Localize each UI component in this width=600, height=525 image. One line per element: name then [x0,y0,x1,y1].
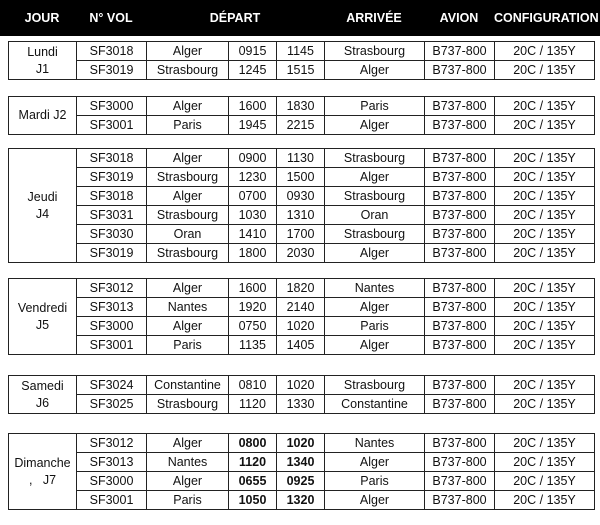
table-row [9,149,595,168]
arrival-time: 1020 [277,317,325,336]
departure-city: Strasbourg [147,206,229,225]
day-group [8,96,595,135]
departure-time: 0900 [229,149,277,168]
aircraft: B737-800 [425,279,495,298]
configuration: 20C / 135Y [495,453,595,472]
arrival-time: 1340 [277,453,325,472]
arrival-city: Alger [325,453,425,472]
aircraft: B737-800 [425,395,495,414]
departure-city: Alger [147,317,229,336]
flight-number: SF3030 [77,225,147,244]
table-row [9,376,595,395]
table-row [9,206,595,225]
table-row [9,472,595,491]
day-number: J4 [35,206,50,221]
table-header [0,0,600,36]
configuration: 20C / 135Y [495,472,595,491]
flight-number: SF3001 [77,336,147,355]
arrival-time: 1145 [277,42,325,61]
flight-number: SF3031 [77,206,147,225]
departure-time: 0810 [229,376,277,395]
table-row [9,97,595,116]
arrival-city: Strasbourg [325,42,425,61]
table-row [9,42,595,61]
day-group [8,375,595,414]
departure-time: 1030 [229,206,277,225]
arrival-time: 0930 [277,187,325,206]
configuration: 20C / 135Y [495,376,595,395]
flight-number: SF3024 [77,376,147,395]
arrival-time: 1310 [277,206,325,225]
flight-number: SF3000 [77,97,147,116]
day-name: Mardi J2 [18,108,67,122]
aircraft: B737-800 [425,168,495,187]
day-cell [9,149,77,263]
arrival-time: 0925 [277,472,325,491]
flight-number: SF3013 [77,453,147,472]
arrival-time: 1405 [277,336,325,355]
col-header-vol: N° VOL [89,11,133,25]
col-header-arrivee: ARRIVÉE [346,11,402,25]
arrival-city: Strasbourg [325,149,425,168]
flight-number: SF3019 [77,61,147,80]
aircraft: B737-800 [425,61,495,80]
arrival-city: Oran [325,206,425,225]
table-row [9,434,595,453]
aircraft: B737-800 [425,298,495,317]
arrival-city: Alger [325,116,425,135]
day-cell [9,97,77,135]
flight-number: SF3012 [77,434,147,453]
aircraft: B737-800 [425,244,495,263]
arrival-time: 1020 [277,434,325,453]
departure-city: Paris [147,491,229,510]
departure-city: Alger [147,97,229,116]
arrival-city: Alger [325,491,425,510]
departure-time: 0750 [229,317,277,336]
departure-time: 1600 [229,97,277,116]
flight-number: SF3018 [77,42,147,61]
aircraft: B737-800 [425,149,495,168]
day-cell [9,42,77,80]
departure-city: Constantine [147,376,229,395]
flight-number: SF3000 [77,317,147,336]
aircraft: B737-800 [425,116,495,135]
departure-time: 1245 [229,61,277,80]
departure-city: Paris [147,336,229,355]
configuration: 20C / 135Y [495,42,595,61]
arrival-time: 2215 [277,116,325,135]
arrival-city: Alger [325,298,425,317]
flight-number: SF3019 [77,244,147,263]
table-row [9,279,595,298]
departure-city: Strasbourg [147,61,229,80]
day-name: Jeudi [27,189,58,204]
configuration: 20C / 135Y [495,317,595,336]
departure-time: 1945 [229,116,277,135]
arrival-city: Nantes [325,434,425,453]
arrival-time: 1820 [277,279,325,298]
arrival-city: Paris [325,317,425,336]
table-row [9,395,595,414]
arrival-time: 1020 [277,376,325,395]
arrival-city: Constantine [325,395,425,414]
departure-time: 1230 [229,168,277,187]
aircraft: B737-800 [425,453,495,472]
table-row [9,168,595,187]
configuration: 20C / 135Y [495,225,595,244]
table-row [9,336,595,355]
arrival-city: Alger [325,336,425,355]
configuration: 20C / 135Y [495,97,595,116]
configuration: 20C / 135Y [495,298,595,317]
flight-number: SF3025 [77,395,147,414]
departure-city: Alger [147,279,229,298]
departure-time: 0700 [229,187,277,206]
arrival-city: Alger [325,244,425,263]
aircraft: B737-800 [425,225,495,244]
col-header-avion: AVION [439,11,479,25]
departure-city: Nantes [147,453,229,472]
day-group [8,41,595,80]
arrival-city: Strasbourg [325,187,425,206]
departure-time: 0655 [229,472,277,491]
table-row [9,317,595,336]
flight-number: SF3000 [77,472,147,491]
departure-time: 1135 [229,336,277,355]
configuration: 20C / 135Y [495,491,595,510]
day-group [8,148,595,263]
aircraft: B737-800 [425,434,495,453]
aircraft: B737-800 [425,187,495,206]
arrival-city: Strasbourg [325,225,425,244]
departure-time: 1120 [229,453,277,472]
table-row [9,491,595,510]
configuration: 20C / 135Y [495,206,595,225]
col-header-jour: JOUR [24,11,60,25]
day-name: Dimanche [14,455,71,470]
col-header-config: CONFIGURATION [494,11,599,25]
aircraft: B737-800 [425,317,495,336]
departure-city: Alger [147,472,229,491]
table-row [9,298,595,317]
configuration: 20C / 135Y [495,244,595,263]
day-group [8,433,595,510]
arrival-time: 1320 [277,491,325,510]
day-name: Samedi [21,378,64,393]
departure-city: Oran [147,225,229,244]
departure-time: 1410 [229,225,277,244]
table-row [9,225,595,244]
table-row [9,453,595,472]
departure-time: 1600 [229,279,277,298]
table-row [9,244,595,263]
departure-city: Alger [147,42,229,61]
arrival-city: Paris [325,97,425,116]
flight-number: SF3012 [77,279,147,298]
aircraft: B737-800 [425,97,495,116]
flight-number: SF3013 [77,298,147,317]
aircraft: B737-800 [425,206,495,225]
day-cell [9,279,77,355]
configuration: 20C / 135Y [495,187,595,206]
configuration: 20C / 135Y [495,116,595,135]
day-cell [9,434,77,510]
arrival-time: 1500 [277,168,325,187]
table-row [9,116,595,135]
day-name: Vendredi [17,300,68,315]
configuration: 20C / 135Y [495,149,595,168]
arrival-city: Paris [325,472,425,491]
departure-city: Strasbourg [147,244,229,263]
departure-time: 1800 [229,244,277,263]
day-number: J1 [35,61,50,76]
day-group [8,278,595,355]
departure-city: Nantes [147,298,229,317]
departure-city: Strasbourg [147,395,229,414]
departure-time: 1120 [229,395,277,414]
arrival-time: 2030 [277,244,325,263]
day-name: Lundi [27,44,58,59]
aircraft: B737-800 [425,376,495,395]
aircraft: B737-800 [425,491,495,510]
day-number: , J7 [28,472,57,487]
table-row [9,61,595,80]
configuration: 20C / 135Y [495,395,595,414]
table-row [9,187,595,206]
departure-city: Alger [147,149,229,168]
arrival-city: Nantes [325,279,425,298]
arrival-time: 1130 [277,149,325,168]
arrival-time: 1700 [277,225,325,244]
arrival-city: Strasbourg [325,376,425,395]
departure-time: 0800 [229,434,277,453]
flight-number: SF3018 [77,149,147,168]
flight-number: SF3001 [77,116,147,135]
configuration: 20C / 135Y [495,61,595,80]
col-header-depart: DÉPART [209,11,261,25]
departure-city: Alger [147,187,229,206]
departure-time: 0915 [229,42,277,61]
arrival-time: 1830 [277,97,325,116]
departure-city: Strasbourg [147,168,229,187]
flight-number: SF3001 [77,491,147,510]
aircraft: B737-800 [425,336,495,355]
configuration: 20C / 135Y [495,279,595,298]
flight-number: SF3019 [77,168,147,187]
day-number: J6 [35,395,50,410]
arrival-time: 2140 [277,298,325,317]
departure-city: Paris [147,116,229,135]
day-number: J5 [35,317,50,332]
aircraft: B737-800 [425,42,495,61]
arrival-city: Alger [325,168,425,187]
aircraft: B737-800 [425,472,495,491]
flight-number: SF3018 [77,187,147,206]
configuration: 20C / 135Y [495,434,595,453]
arrival-city: Alger [325,61,425,80]
configuration: 20C / 135Y [495,336,595,355]
arrival-time: 1330 [277,395,325,414]
configuration: 20C / 135Y [495,168,595,187]
day-cell [9,376,77,414]
arrival-time: 1515 [277,61,325,80]
departure-time: 1920 [229,298,277,317]
departure-city: Alger [147,434,229,453]
departure-time: 1050 [229,491,277,510]
